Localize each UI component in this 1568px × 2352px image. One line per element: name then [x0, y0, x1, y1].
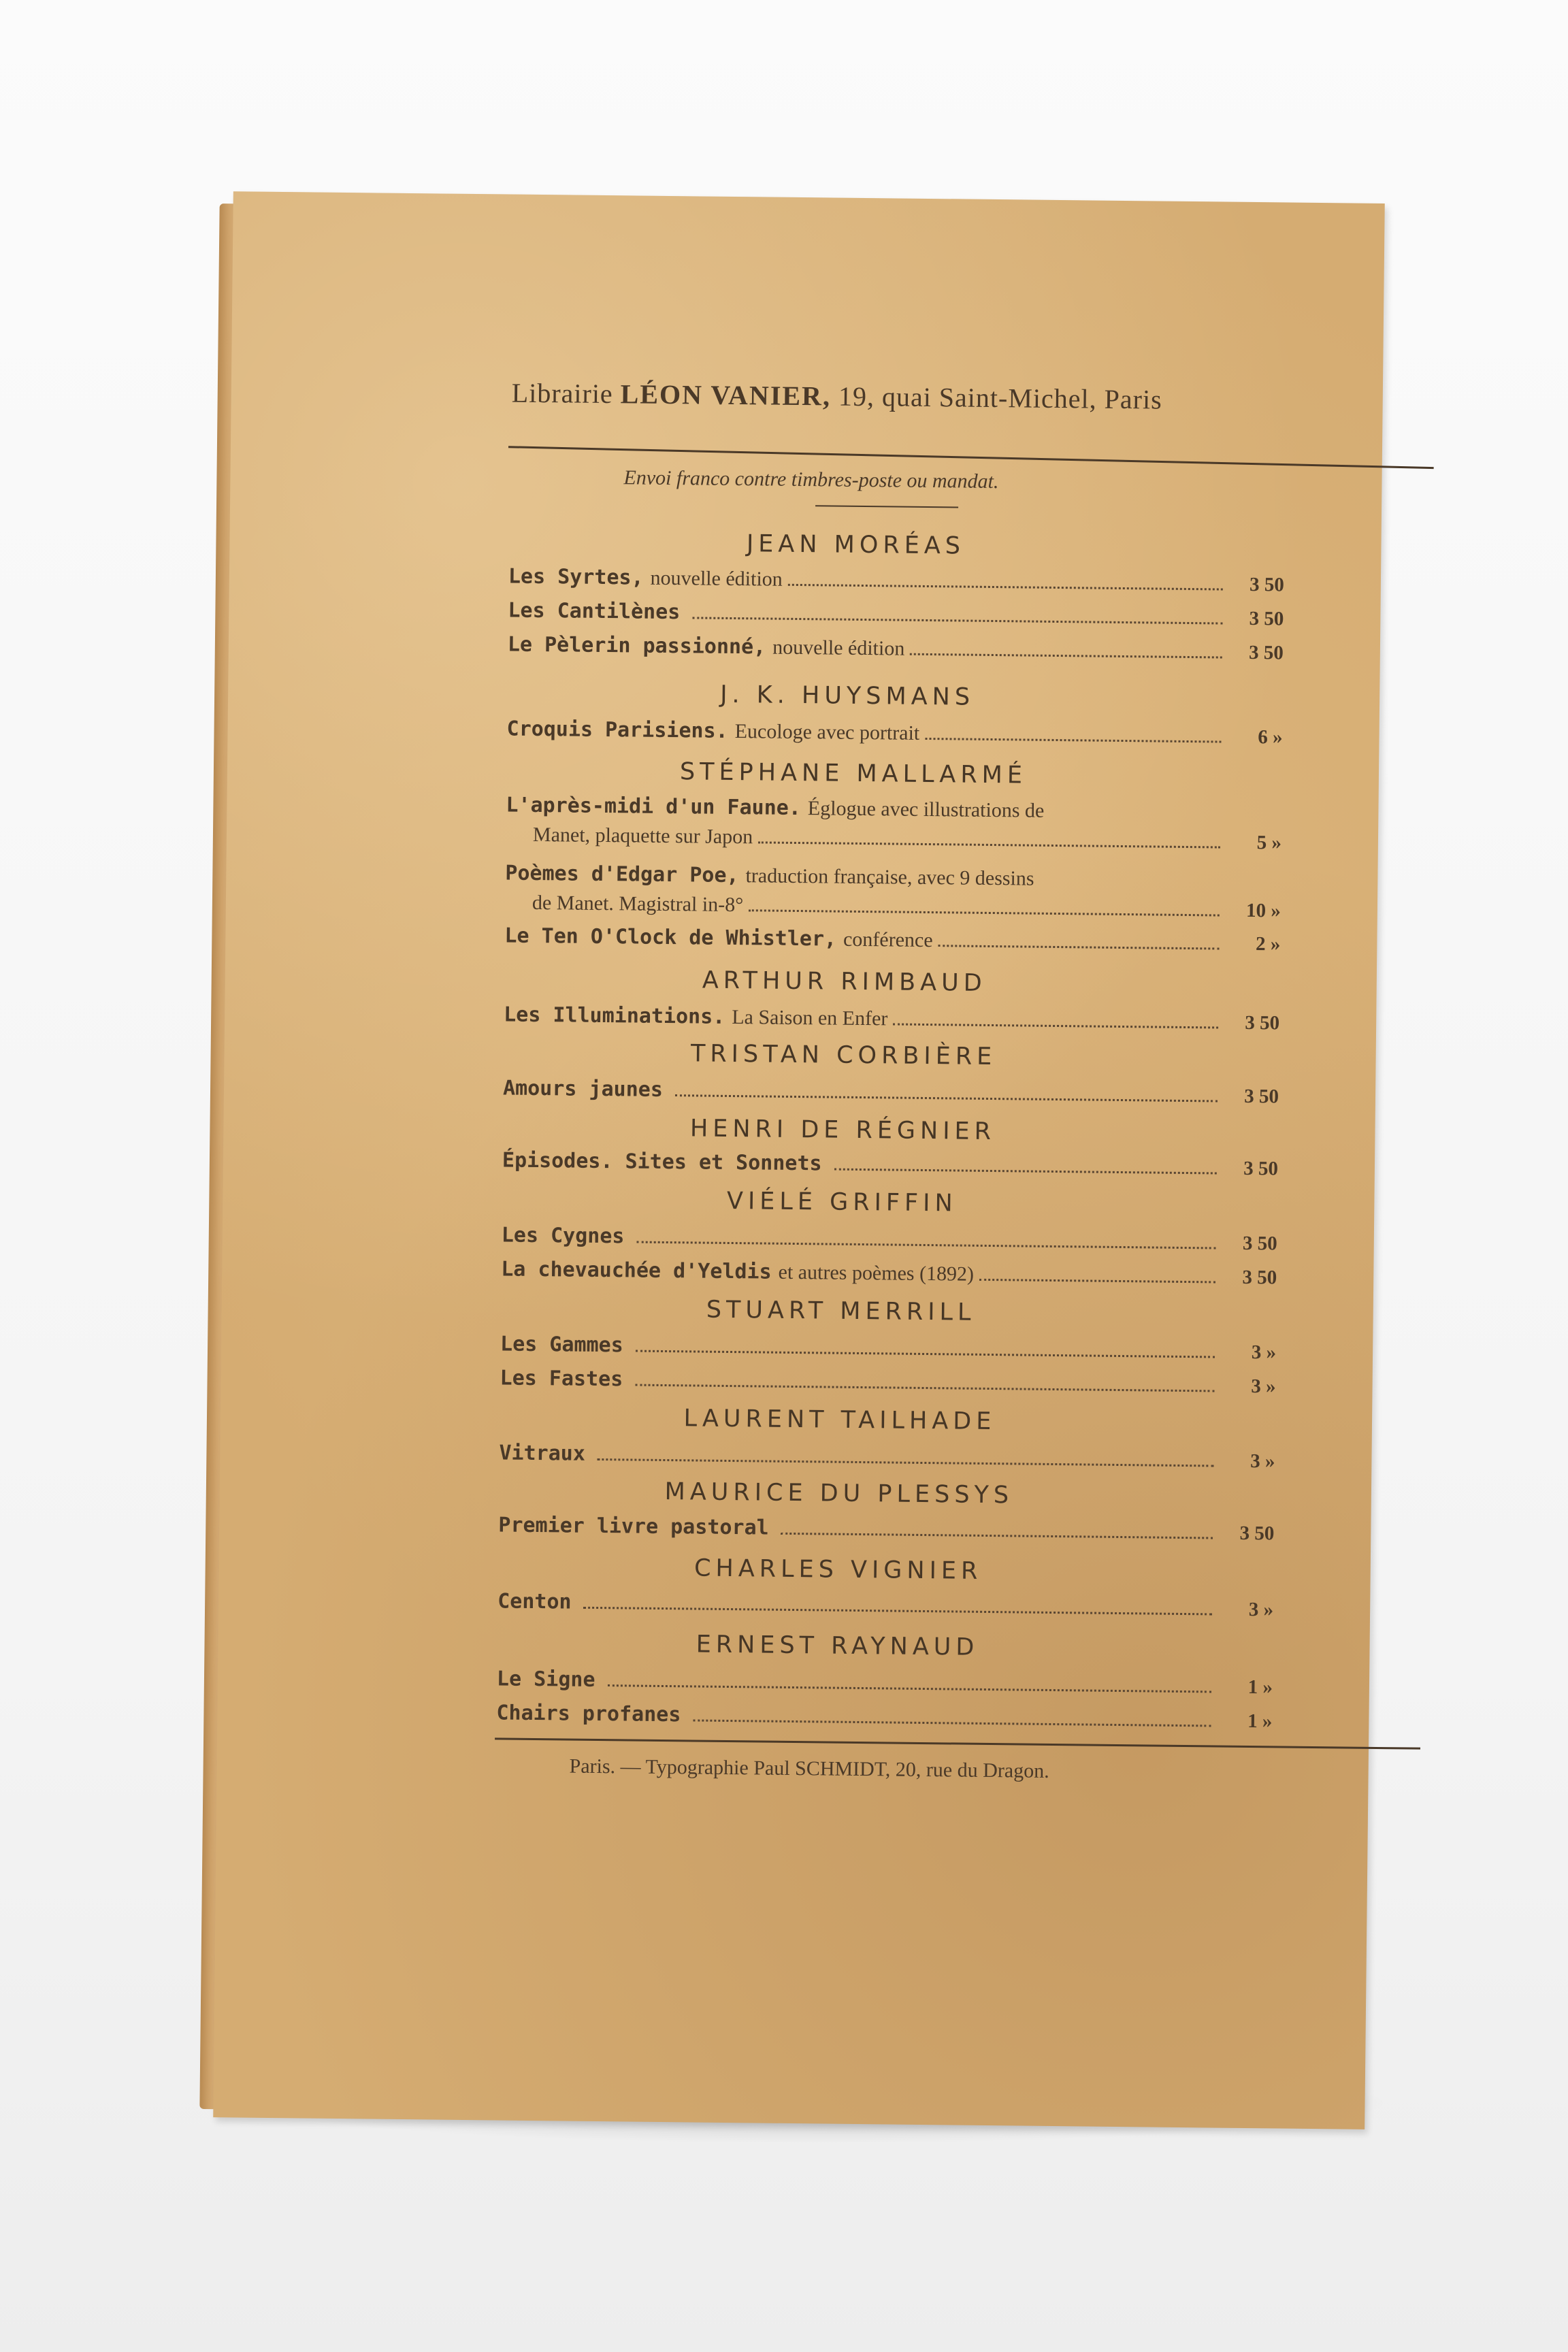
list-item	[496, 1701, 1272, 1733]
list-item	[497, 1589, 1273, 1621]
author-heading: VIÉLÉ GRIFFIN	[726, 1187, 958, 1218]
header-address: 19, quai Saint-Michel, Paris	[838, 380, 1162, 415]
book-price: 3 50	[1245, 1011, 1280, 1034]
book-desc: La Saison en Enfer	[732, 1006, 888, 1030]
list-item	[499, 1441, 1275, 1473]
publisher-header	[512, 377, 1403, 419]
book-price: 1 »	[1247, 1710, 1273, 1733]
book-title: L'après-midi d'un Faune.	[506, 793, 802, 821]
book-title: Centon	[497, 1589, 572, 1614]
header-rule	[508, 446, 1434, 469]
list-item	[501, 1257, 1277, 1289]
author-heading: ARTHUR RIMBAUD	[702, 966, 987, 997]
list-item	[506, 717, 1282, 749]
author-heading: CHARLES VIGNIER	[693, 1554, 983, 1585]
leader-dots	[636, 1350, 1215, 1358]
list-item	[500, 1332, 1276, 1364]
leader-dots	[635, 1384, 1214, 1392]
book-title: Le Ten O'Clock de Whistler,	[504, 924, 837, 951]
book-title: Chairs profanes	[496, 1701, 681, 1727]
header-prefix: Librairie	[511, 377, 613, 410]
list-item-continued	[533, 823, 1281, 855]
leader-dots	[979, 1279, 1215, 1284]
list-item-continued	[532, 892, 1281, 923]
leader-dots	[675, 1094, 1218, 1102]
short-rule	[815, 505, 958, 508]
leader-dots	[834, 1169, 1216, 1175]
leader-dots	[910, 653, 1222, 659]
book-desc-line2: Manet, plaquette sur Japon	[532, 823, 753, 849]
book-price: 5 »	[1256, 832, 1282, 854]
back-cover	[213, 191, 1385, 2129]
leader-dots	[583, 1607, 1212, 1616]
book-title: Les Illuminations.	[504, 1002, 725, 1029]
list-item	[506, 794, 1281, 826]
book-title: Épisodes. Sites et Sonnets	[502, 1148, 822, 1176]
book-price: 3 50	[1249, 573, 1285, 596]
author-heading: J. K. HUYSMANS	[720, 681, 975, 711]
book-price: 3 »	[1251, 1341, 1277, 1364]
leader-dots	[938, 945, 1220, 949]
book	[206, 191, 1385, 2129]
author-heading: STÉPHANE MALLARMÉ	[679, 758, 1028, 789]
leader-dots	[749, 909, 1220, 916]
book-desc: Eucologe avec portrait	[734, 720, 920, 745]
book-desc: nouvelle édition	[772, 636, 905, 660]
author-heading: MAURICE DU PLESSYS	[664, 1478, 1014, 1509]
list-item	[500, 1366, 1275, 1398]
book-title: Le Signe	[496, 1667, 595, 1692]
book-title: Poèmes d'Edgar Poe,	[505, 861, 739, 888]
book-price: 10 »	[1245, 899, 1281, 922]
list-item	[497, 1667, 1273, 1699]
book-desc-line2: de Manet. Magistral in-8°	[532, 891, 744, 917]
footer-rule	[495, 1737, 1420, 1749]
book-desc: nouvelle édition	[650, 566, 783, 591]
leader-dots	[925, 738, 1221, 743]
book-title: Les Cantilènes	[508, 598, 681, 625]
list-item	[502, 1148, 1278, 1180]
list-item	[508, 599, 1284, 631]
author-heading: ERNEST RAYNAUD	[696, 1631, 979, 1661]
author-heading: HENRI DE RÉGNIER	[689, 1115, 996, 1146]
book-price: 3 »	[1248, 1599, 1274, 1621]
book-title: Le Pèlerin passionné,	[507, 632, 766, 659]
book-price: 3 50	[1244, 1085, 1279, 1108]
printer-footer: Paris. — Typographie Paul SCHMIDT, 20, rue du Dragon.	[569, 1754, 1049, 1782]
author-heading: JEAN MORÉAS	[746, 530, 966, 560]
book-title: Vitraux	[499, 1441, 586, 1466]
book-desc: Églogue avec illustrations de	[807, 797, 1045, 822]
list-item	[505, 862, 1281, 894]
book-price: 2 »	[1255, 933, 1281, 956]
header-subline: Envoi franco contre timbres-poste ou mandat.	[623, 466, 999, 493]
book-title: Amours jaunes	[502, 1076, 664, 1102]
list-item	[498, 1513, 1274, 1545]
leader-dots	[598, 1458, 1214, 1467]
list-item	[504, 924, 1280, 956]
list-item	[503, 1076, 1279, 1108]
leader-dots	[788, 584, 1223, 591]
list-item	[504, 1002, 1279, 1034]
book-title: Les Syrtes,	[508, 564, 644, 590]
book-price: 3 50	[1249, 607, 1284, 630]
list-item	[502, 1223, 1277, 1255]
book-title: Croquis Parisiens.	[506, 717, 728, 743]
book-title: Les Fastes	[500, 1366, 623, 1392]
book-desc: et autres poèmes (1892)	[778, 1260, 975, 1286]
leader-dots	[692, 617, 1222, 624]
book-desc: traduction française, avec 9 dessins	[745, 864, 1034, 890]
book-price: 3 »	[1250, 1450, 1275, 1473]
book-price: 3 »	[1251, 1375, 1276, 1398]
list-item	[508, 633, 1284, 665]
author-heading: LAURENT TAILHADE	[683, 1405, 996, 1436]
book-title: La chevauchée d'Yeldis	[501, 1257, 772, 1284]
leader-dots	[693, 1719, 1211, 1727]
author-heading: TRISTAN CORBIÈRE	[690, 1040, 997, 1071]
leader-dots	[781, 1533, 1213, 1539]
book-price: 3 50	[1239, 1522, 1275, 1545]
author-heading: STUART MERRILL	[706, 1296, 976, 1326]
book-price: 3 50	[1248, 641, 1284, 664]
leader-dots	[758, 841, 1220, 848]
book-title: Les Cygnes	[501, 1223, 625, 1249]
leader-dots	[636, 1241, 1215, 1250]
header-name: LÉON VANIER,	[620, 378, 832, 412]
book-desc: conférence	[843, 928, 933, 952]
list-item	[508, 565, 1284, 597]
book-price: 1 »	[1247, 1676, 1273, 1699]
leader-dots	[893, 1023, 1218, 1028]
book-price: 3 50	[1243, 1157, 1279, 1180]
book-price: 3 50	[1242, 1266, 1277, 1289]
book-title: Les Gammes	[500, 1332, 623, 1358]
book-title: Premier livre pastoral	[498, 1513, 769, 1540]
book-price: 3 50	[1242, 1232, 1277, 1255]
book-price: 6 »	[1258, 726, 1283, 749]
leader-dots	[607, 1684, 1211, 1693]
